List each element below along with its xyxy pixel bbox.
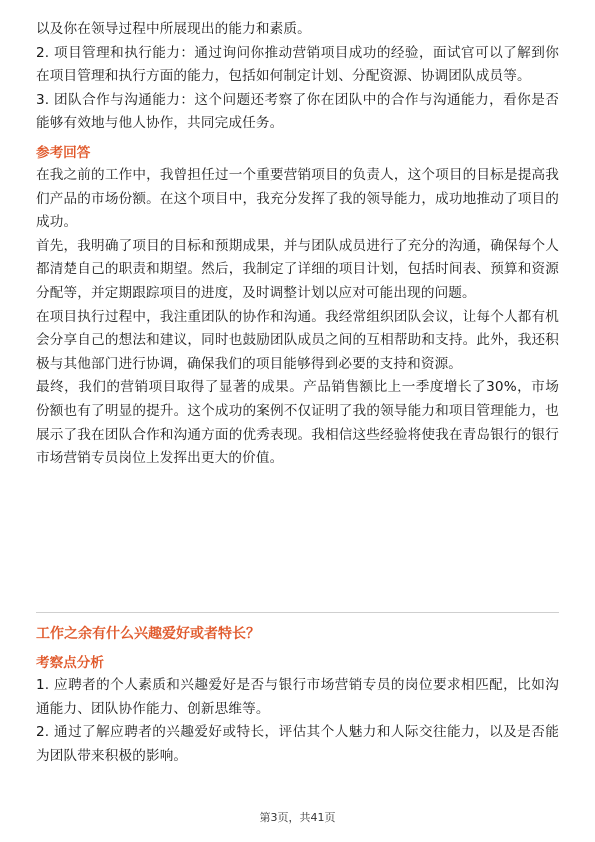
paragraph-leadership-cont: 以及你在领导过程中所展现出的能力和素质。 (36, 21, 311, 37)
lower-section (36, 622, 559, 768)
page-number: 第3页，共41页 (259, 811, 336, 824)
answer-paragraph-2: 首先，我明确了项目的目标和预期成果，并与团队成员进行了充分的沟通，确保每个人都清楚自己的职责和期望。然后，我制定了详细的项目计划，包括时间表、预算和资源分配等，并定期跟踪项目的进度，及时调整计划以应对可能出现的问题。 (36, 237, 559, 301)
answer-paragraph-1: 在我之前的工作中，我曾担任过一个重要营销项目的负责人，这个项目的目标是提高我们产品的市场份额。在这个项目中，我充分发挥了我的领导能力，成功地推动了项目的成功。 (36, 166, 559, 231)
answer-paragraph-4: 最终，我们的营销项目取得了显著的成果。产品销售额比上一季度增长了30%，市场份额也有了明显的提升。这个成功的案例不仅证明了我的领导能力和项目管理能力，也展示了我在团队合作和沟通方面的优秀表现。我相信这些经验将使我在青岛银行的银行市场营销专员岗位上发挥出更大的价值。 (36, 379, 559, 467)
analysis-point-2: 2. 通过了解应聘者的兴趣爱好或特长，评估其个人魅力和人际交往能力，以及是否能为团队带来积极的影响。 (36, 724, 559, 764)
point-teamwork-communication: 3. 团队合作与沟通能力：这个问题还考察了你在团队中的合作与沟通能力，看你是否能够有效地与他人协作，共同完成任务。 (36, 91, 559, 132)
answer-paragraph-3: 在项目执行过程中，我注重团队的协作和沟通。我经常组织团队会议，让每个人都有机会分享自己的想法和建议，同时也鼓励团队成员之间的互相帮助和支持。此外，我还积极与其他部门进行协调，确保我们的项目能够得到必要的支持和资源。 (36, 308, 559, 372)
point-project-management: 2. 项目管理和执行能力：通过询问你推动营销项目成功的经验，面试官可以了解到你在项目管理和执行方面的能力，包括如何制定计划、分配资源、协调团队成员等。 (36, 44, 559, 85)
upper-section (36, 18, 559, 471)
reference-answer-label: 参考回答 (36, 144, 91, 161)
question-heading: 工作之余有什么兴趣爱好或者特长？ (36, 626, 260, 642)
analysis-label: 考察点分析 (36, 655, 104, 671)
analysis-point-1: 1. 应聘者的个人素质和兴趣爱好是否与银行市场营销专员的岗位要求相匹配，比如沟通能力、团队协作能力、创新思维等。 (36, 677, 559, 717)
section-divider (36, 612, 559, 613)
